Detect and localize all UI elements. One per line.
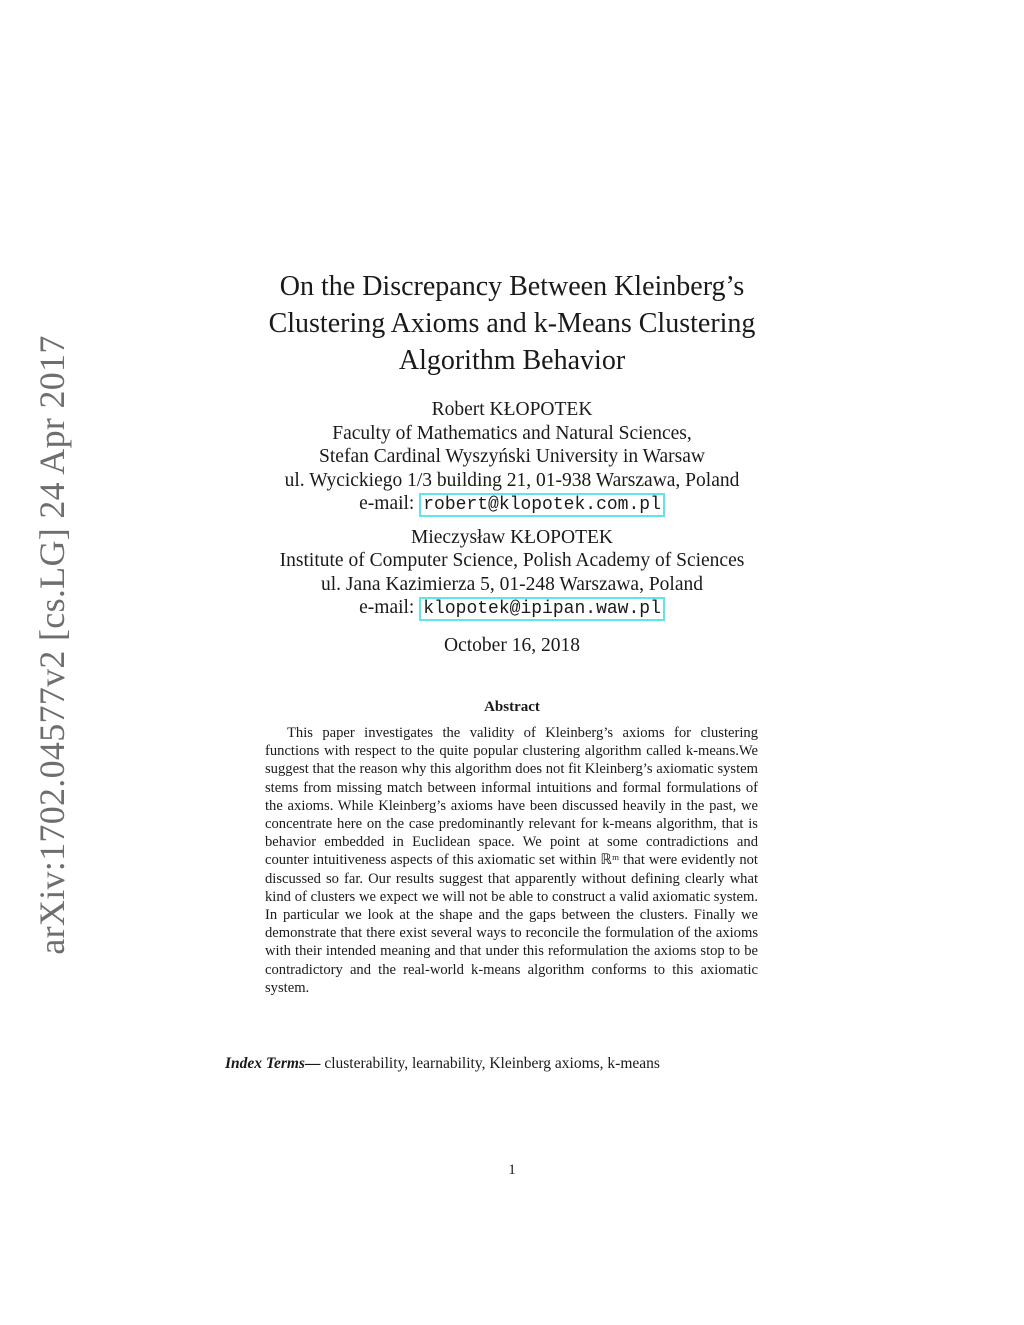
abstract-text: This paper investigates the validity of Kleinberg’s axioms for clustering functions with respect to the quite popular clustering algorithm called k-means.We suggest that the reason why this algorithm does not fit Kleinberg’s axiomatic system stems from missing match between informal intuitions and formal formulations of the axioms. While Kleinberg’s axioms have been discussed heavily in the past, we concentrate here on the case predominantly relevant for k-means algorithm, that is behavior embedded in Euclidean space. We point at some contradictions and counter intuitiveness aspects of this axiomatic set within ℝᵐ that were evidently not discussed so far. Our results suggest that apparently without defining clearly what kind of clusters we expect we will not be able to construct a valid axiomatic system. In particular we look at the shape and the gaps between the clusters. Finally we demonstrate that there exist several ways to reconcile the formulation of the axioms with their intended meaning and that under this reformulation the axioms stop to be contradictory and the real-world k-means algorithm conforms to this axiomatic system. <box>265 725 758 996</box>
page-number: 1 <box>508 1162 516 1178</box>
paper-title <box>212 268 812 379</box>
title-line-2: Clustering Axioms and k-Means Clustering <box>268 308 756 339</box>
index-terms-list: clusterability, learnability, Kleinberg axioms, k-means <box>324 1055 660 1072</box>
author2-affiliation: Institute of Computer Science, Polish Academy of Sciences <box>279 550 745 571</box>
author1-affiliation-2: Stefan Cardinal Wyszyński University in Warsaw <box>319 446 705 467</box>
title-line-3: Algorithm Behavior <box>398 345 626 376</box>
author1-name: Robert KŁOPOTEK <box>431 399 593 420</box>
author1-email-line <box>212 492 812 518</box>
author1-email-link[interactable]: robert@klopotek.com.pl <box>419 493 665 517</box>
publication-date: October 16, 2018 <box>444 635 580 656</box>
author1-affiliation-1: Faculty of Mathematics and Natural Sciences, <box>332 422 692 444</box>
author-block <box>212 398 812 622</box>
author1-email-label: e-mail: <box>359 493 415 514</box>
index-terms <box>225 1055 825 1073</box>
author2-address: ul. Jana Kazimierza 5, 01-248 Warszawa, Poland <box>321 573 703 595</box>
author2-email-link[interactable]: klopotek@ipipan.waw.pl <box>419 597 665 621</box>
author1-address: ul. Wycickiego 1/3 building 21, 01-938 Warszawa, Poland <box>284 469 740 491</box>
author2-email-label: e-mail: <box>359 597 415 618</box>
author2-name: Mieczysław KŁOPOTEK <box>411 526 613 548</box>
abstract-heading: Abstract <box>484 699 540 715</box>
arxiv-identifier-stamp: arXiv:1702.04577v2 [cs.LG] 24 Apr 2017 <box>32 335 72 955</box>
title-line-1: On the Discrepancy Between Kleinberg’s <box>279 271 745 302</box>
author2-email-line <box>212 596 812 622</box>
index-terms-label: Index Terms— <box>225 1055 321 1072</box>
